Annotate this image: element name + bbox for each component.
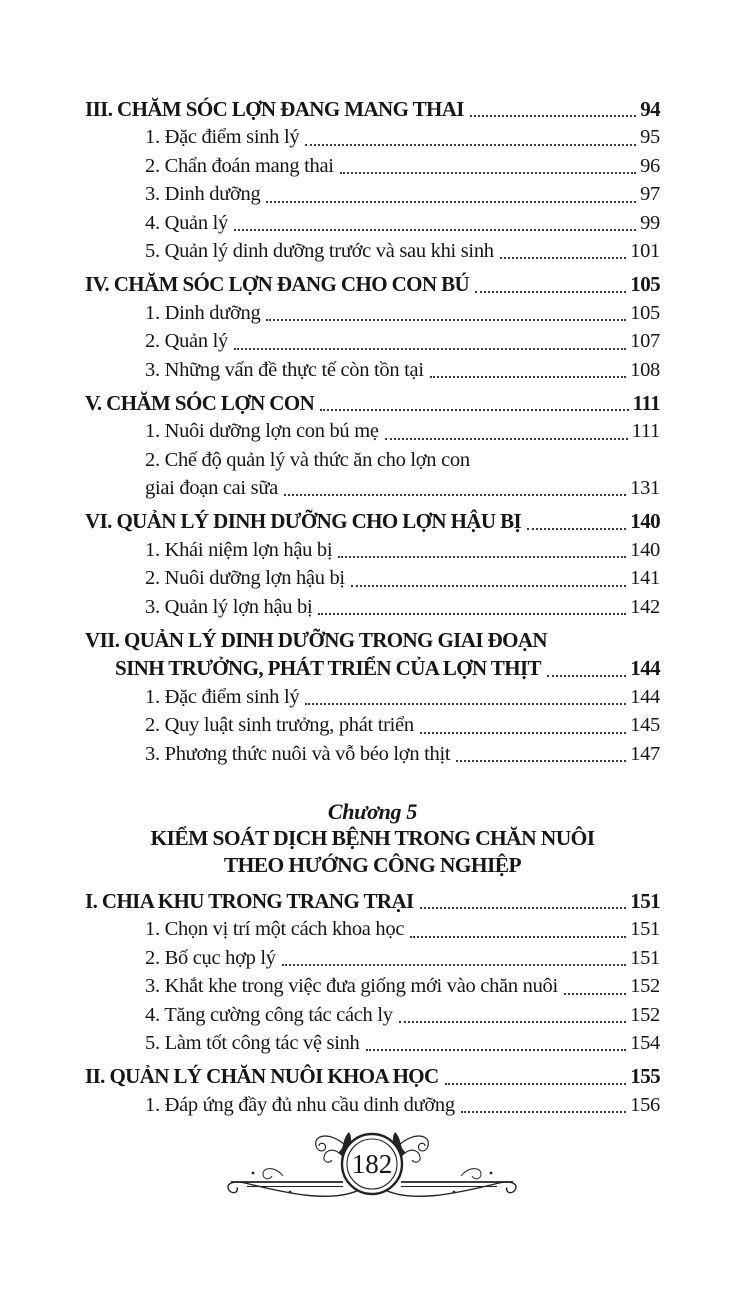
footer-page-number: 182 xyxy=(351,1149,393,1179)
entry-label: 2. Chẩn đoán mang thai xyxy=(145,154,334,177)
entry-label: VII. QUẢN LÝ DINH DƯỠNG TRONG GIAI ĐOẠN xyxy=(85,628,547,653)
entry-page-number: 144 xyxy=(630,656,660,681)
dot-leader xyxy=(234,209,636,237)
entry-page-number: 107 xyxy=(630,330,660,353)
toc-row xyxy=(85,887,660,915)
toc-row xyxy=(85,711,660,739)
entry-label: 2. Bố cục hợp lý xyxy=(145,946,276,969)
toc-row xyxy=(85,944,660,972)
entry-label: 1. Khái niệm lợn hậu bị xyxy=(145,538,333,561)
entry-page-number: 147 xyxy=(630,742,660,765)
toc-row xyxy=(85,972,660,1000)
entry-label: I. CHIA KHU TRONG TRANG TRẠI xyxy=(85,888,414,913)
entry-label: 3. Dinh dưỡng xyxy=(145,183,261,206)
dot-leader xyxy=(456,740,626,768)
dot-leader xyxy=(410,915,626,943)
entry-page-number: 141 xyxy=(630,567,660,590)
dot-leader xyxy=(234,327,626,355)
entry-label: 1. Đặc điểm sinh lý xyxy=(145,126,300,149)
dot-leader xyxy=(338,536,626,564)
dot-leader xyxy=(461,1091,626,1119)
entry-page-number: 145 xyxy=(630,714,660,737)
dot-leader xyxy=(385,417,628,445)
entry-page-number: 142 xyxy=(630,595,660,618)
page-footer xyxy=(0,1118,744,1218)
toc-row xyxy=(85,1001,660,1029)
entry-page-number: 151 xyxy=(630,918,660,941)
dot-leader xyxy=(445,1062,627,1090)
dot-leader xyxy=(284,474,626,502)
toc-row xyxy=(85,1091,660,1119)
toc-row xyxy=(85,593,660,621)
toc-row xyxy=(85,209,660,237)
entry-page-number: 152 xyxy=(630,975,660,998)
toc-row xyxy=(85,1029,660,1057)
entry-page-number: 96 xyxy=(640,154,660,177)
toc-row xyxy=(85,474,660,502)
entry-label: 2. Nuôi dưỡng lợn hậu bị xyxy=(145,567,345,590)
chapter-title-line: THEO HƯỚNG CÔNG NGHIỆP xyxy=(223,852,522,877)
entry-page-number: 111 xyxy=(631,420,660,443)
entry-page-number: 111 xyxy=(632,390,660,415)
dot-leader xyxy=(266,180,636,208)
entry-page-number: 94 xyxy=(640,97,660,121)
entry-label: 3. Quản lý lợn hậu bị xyxy=(145,595,313,618)
toc-row xyxy=(85,152,660,180)
entry-label: 2. Chế độ quản lý và thức ăn cho lợn con xyxy=(145,448,470,471)
toc-row xyxy=(85,1062,660,1090)
dot-leader xyxy=(340,152,636,180)
dot-leader xyxy=(366,1029,627,1057)
toc-row xyxy=(85,507,660,535)
entry-page-number: 97 xyxy=(640,183,660,206)
entry-label: VI. QUẢN LÝ DINH DƯỠNG CHO LỢN HẬU BỊ xyxy=(85,509,522,534)
entry-page-number: 105 xyxy=(630,301,660,324)
entry-page-number: 101 xyxy=(630,239,660,262)
entry-page-number: 108 xyxy=(630,358,660,381)
dot-leader xyxy=(320,389,628,417)
dot-leader xyxy=(318,593,626,621)
entry-label: 1. Dinh dưỡng xyxy=(145,301,261,324)
entry-label: 1. Đáp ứng đầy đủ nhu cầu dinh dưỡng xyxy=(145,1093,455,1116)
entry-page-number: 140 xyxy=(630,509,660,534)
toc-row xyxy=(85,654,660,682)
entry-page-number: 152 xyxy=(630,1003,660,1026)
toc-row xyxy=(85,626,660,654)
entry-page-number: 151 xyxy=(630,888,660,913)
dot-leader xyxy=(282,944,626,972)
dot-leader xyxy=(547,654,626,682)
dot-leader xyxy=(266,299,626,327)
toc-row xyxy=(85,564,660,592)
toc-row xyxy=(85,683,660,711)
toc-row xyxy=(85,356,660,384)
toc-row xyxy=(85,446,660,474)
dot-leader xyxy=(470,95,636,123)
entry-page-number: 144 xyxy=(630,685,660,708)
entry-label: SINH TRƯỞNG, PHÁT TRIỂN CỦA LỢN THỊT xyxy=(115,656,541,681)
dot-leader xyxy=(399,1001,626,1029)
entry-page-number: 99 xyxy=(640,211,660,234)
toc-row xyxy=(85,417,660,445)
dot-leader xyxy=(420,887,627,915)
dot-leader xyxy=(305,123,636,151)
flourish-icon xyxy=(217,1118,527,1218)
toc-row xyxy=(85,740,660,768)
dot-leader xyxy=(564,972,626,1000)
entry-page-number: 155 xyxy=(630,1064,660,1089)
dot-leader xyxy=(420,711,626,739)
toc-row xyxy=(85,237,660,265)
entry-page-number: 131 xyxy=(630,477,660,500)
toc-row xyxy=(85,95,660,123)
dot-leader xyxy=(351,564,626,592)
entry-label: IV. CHĂM SÓC LỢN ĐANG CHO CON BÚ xyxy=(85,272,470,297)
entry-label: 5. Làm tốt công tác vệ sinh xyxy=(145,1031,360,1054)
toc-row xyxy=(85,389,660,417)
dot-leader xyxy=(305,683,626,711)
dot-leader xyxy=(527,507,626,535)
chapter-kicker: Chương 5 xyxy=(327,798,418,824)
entry-label: V. CHĂM SÓC LỢN CON xyxy=(85,390,315,415)
toc-row xyxy=(85,270,660,298)
entry-page-number: 151 xyxy=(630,946,660,969)
entry-page-number: 140 xyxy=(630,538,660,561)
chapter-title-line: KIỂM SOÁT DỊCH BỆNH TRONG CHĂN NUÔI xyxy=(150,825,595,850)
toc-row xyxy=(85,299,660,327)
toc-row xyxy=(85,915,660,943)
toc-row xyxy=(85,180,660,208)
entry-page-number: 95 xyxy=(640,126,660,149)
entry-label: III. CHĂM SÓC LỢN ĐANG MANG THAI xyxy=(85,97,464,121)
entry-label: 4. Quản lý xyxy=(145,211,228,234)
entry-label: 3. Khắt khe trong việc đưa giống mới vào chăn nuôi xyxy=(145,975,558,998)
toc-row xyxy=(85,536,660,564)
entry-page-number: 154 xyxy=(630,1031,660,1054)
toc-row xyxy=(85,327,660,355)
chapter-heading xyxy=(85,798,660,879)
entry-page-number: 105 xyxy=(630,272,660,297)
entry-label: II. QUẢN LÝ CHĂN NUÔI KHOA HỌC xyxy=(85,1064,439,1089)
entry-label: 5. Quản lý dinh dưỡng trước và sau khi sinh xyxy=(145,239,494,262)
entry-page-number: 156 xyxy=(630,1093,660,1116)
entry-label: giai đoạn cai sữa xyxy=(145,477,278,500)
entry-label: 1. Đặc điểm sinh lý xyxy=(145,685,300,708)
entry-label: 1. Chọn vị trí một cách khoa học xyxy=(145,918,405,941)
entry-label: 2. Quản lý xyxy=(145,330,228,353)
entry-label: 4. Tăng cường công tác cách ly xyxy=(145,1003,393,1026)
entry-label: 2. Quy luật sinh trưởng, phát triển xyxy=(145,714,414,737)
entry-label: 3. Phương thức nuôi và vỗ béo lợn thịt xyxy=(145,742,451,765)
dot-leader xyxy=(475,270,626,298)
entry-label: 1. Nuôi dưỡng lợn con bú mẹ xyxy=(145,420,379,443)
entry-label: 3. Những vấn đề thực tế còn tồn tại xyxy=(145,358,424,381)
dot-leader xyxy=(500,237,626,265)
table-of-contents xyxy=(85,0,660,1119)
dot-leader xyxy=(430,356,626,384)
toc-row xyxy=(85,123,660,151)
